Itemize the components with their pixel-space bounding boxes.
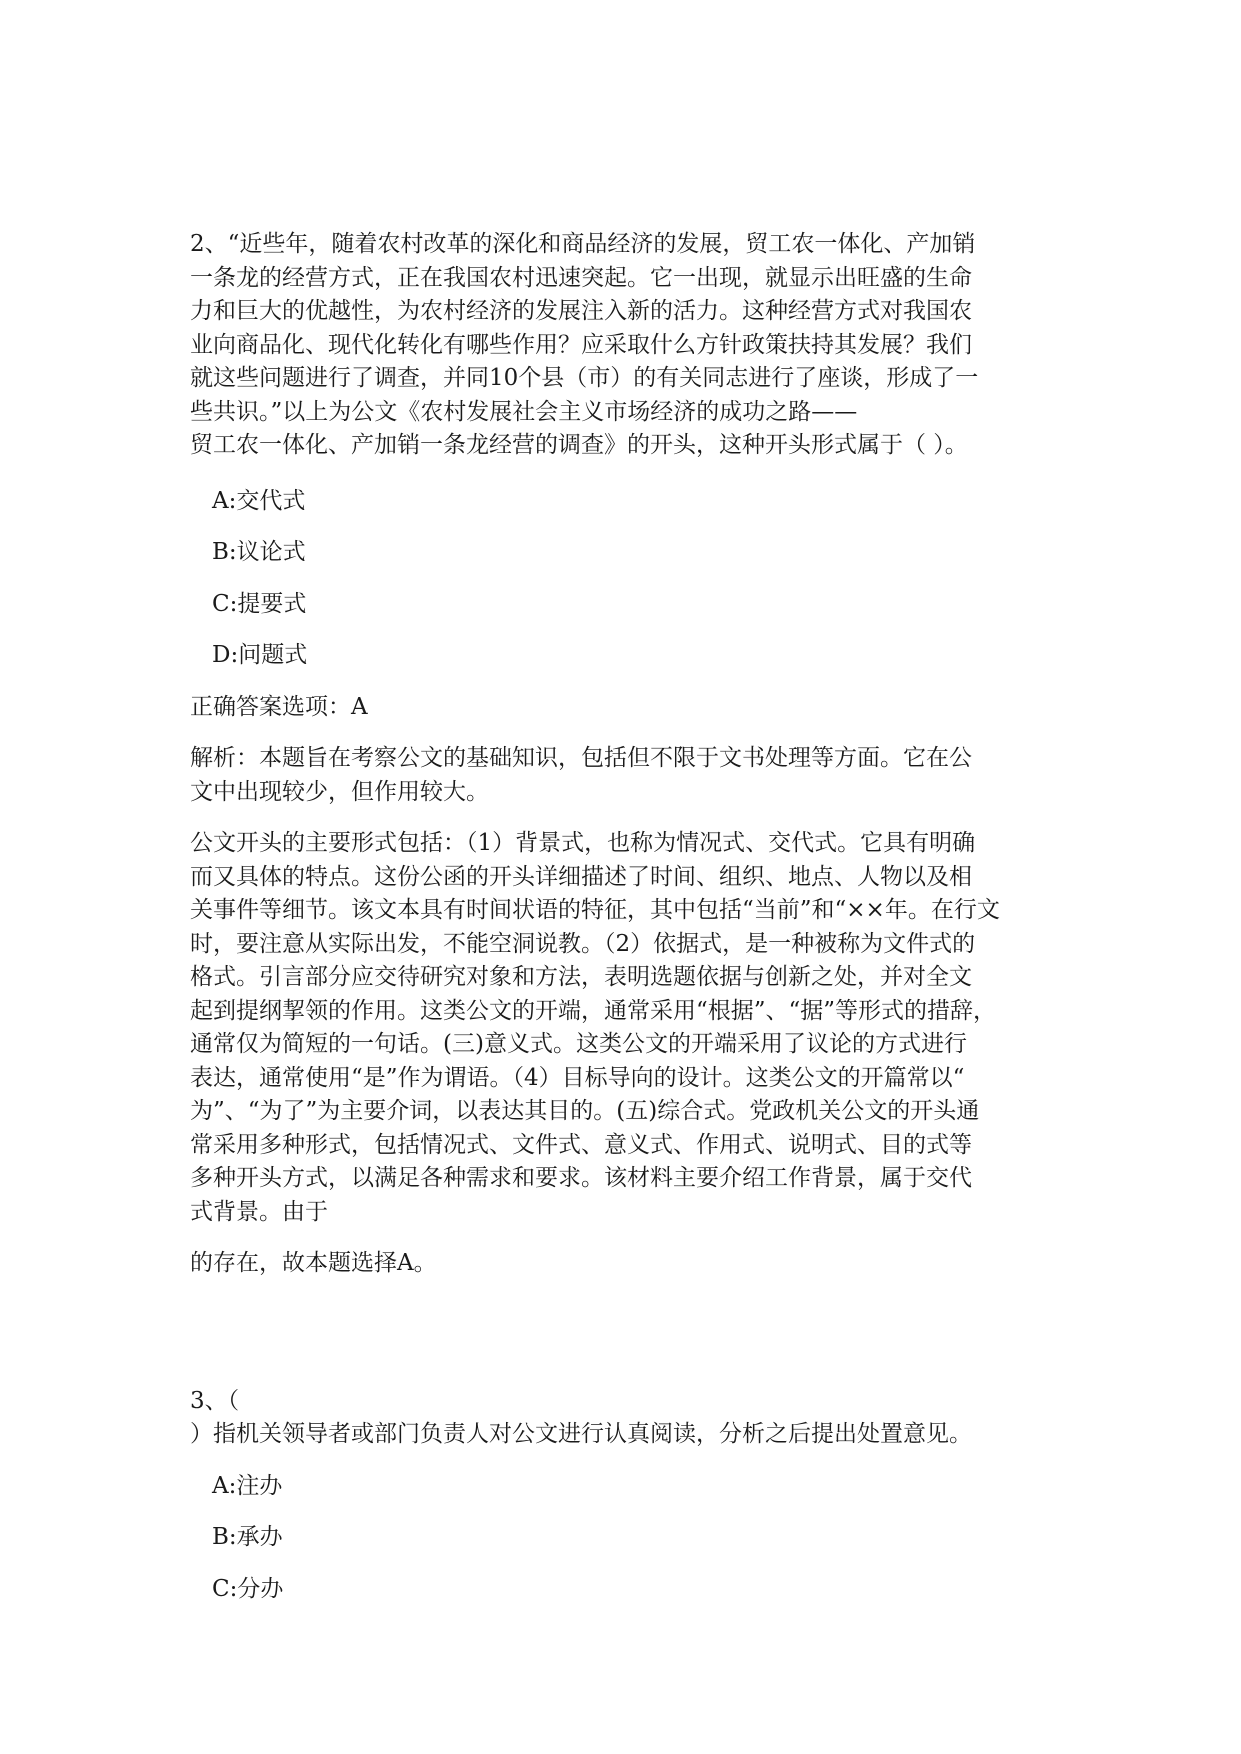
analysis-line: 表达，通常使用“是”作为谓语。（4）目标导向的设计。这类公文的开篇常以“ [190, 1064, 965, 1091]
analysis-conclusion: 的存在，故本题选择A。 [190, 1250, 437, 1276]
question-2-options [190, 485, 1052, 673]
analysis-line: 时，要注意从实际出发，不能空洞说教。（2）依据式，是一种被称为文件式的 [190, 930, 976, 957]
analysis-line: 通常仅为简短的一句话。(三)意义式。这类公文的开端采用了议论的方式进行 [190, 1031, 967, 1057]
analysis-line: 公文开头的主要形式包括：（1）背景式，也称为情况式、交代式。它具有明确 [190, 830, 976, 856]
analysis-line: 关事件等细节。该文本具有时间状语的特征，其中包括“当前”和“××年。在行文 [190, 897, 1000, 923]
option-a [212, 1470, 1052, 1504]
question-2-stem [190, 228, 1052, 463]
option-c [212, 1573, 1052, 1607]
option-label: D: [212, 642, 239, 668]
analysis-line: 多种开头方式，以满足各种需求和要求。该材料主要介绍工作背景，属于交代 [190, 1165, 972, 1191]
document-content [190, 228, 1052, 1606]
analysis-line: 格式。引言部分应交待研究对象和方法，表明选题依据与创新之处，并对全文 [190, 964, 972, 990]
stem-line: 力和巨大的优越性，为农村经济的发展注入新的活力。这种经营方式对我国农 [190, 298, 972, 324]
analysis-line: 而又具体的特点。这份公函的开头详细描述了时间、组织、地点、人物以及相 [190, 863, 972, 890]
stem-line: 3、（ [190, 1387, 240, 1414]
option-text: 承办 [236, 1524, 283, 1550]
stem-line: 业向商品化、现代化转化有哪些作用？应采取什么方针政策扶持其发展？我们 [190, 331, 972, 358]
option-text: 提要式 [237, 590, 307, 617]
question-3-options [190, 1470, 1052, 1607]
analysis-line: 起到提纲挈领的作用。这类公文的开端，通常采用“根据”、“据”等形式的措辞， [190, 997, 997, 1024]
stem-line: 2、“近些年，随着农村改革的深化和商品经济的发展，贸工农一体化、产加销 [190, 231, 976, 257]
analysis-intro [190, 742, 1052, 809]
analysis-line: 为”、“为了”为主要介词，以表达其目的。(五)综合式。党政机关公文的开头通 [190, 1098, 980, 1124]
option-label: A: [212, 1472, 237, 1499]
option-text: 注办 [236, 1472, 283, 1499]
stem-line: ）指机关领导者或部门负责人对公文进行认真阅读，分析之后提出处置意见。 [190, 1421, 972, 1447]
question-3 [190, 1385, 1052, 1607]
stem-line: 就这些问题进行了调查，并同10个县（市）的有关同志进行了座谈，形成了一 [190, 365, 979, 391]
stem-line: 贸工农一体化、产加销一条龙经营的调查》的开头，这种开头形式属于（ ）。 [190, 432, 968, 458]
option-label: C: [212, 1575, 238, 1602]
analysis-line: 文中出现较少，但作用较大。 [190, 778, 489, 805]
option-c [212, 588, 1052, 622]
option-b [212, 536, 1052, 570]
analysis-body [190, 827, 1052, 1229]
option-label: B: [212, 1524, 237, 1550]
analysis-line: 解析：本题旨在考察公文的基础知识，包括但不限于文书处理等方面。它在公 [190, 745, 972, 771]
option-text: 议论式 [236, 539, 306, 565]
option-label: C: [212, 590, 238, 617]
option-b [212, 1521, 1052, 1555]
correct-answer: 正确答案选项：A [190, 693, 368, 720]
option-a [212, 485, 1052, 519]
option-label: A: [212, 487, 237, 514]
question-2 [190, 228, 1052, 1281]
option-text: 分办 [237, 1575, 284, 1602]
option-label: B: [212, 539, 237, 565]
option-text: 交代式 [236, 487, 306, 514]
option-d [212, 639, 1052, 673]
analysis-line: 式背景。由于 [190, 1198, 328, 1225]
question-3-stem [190, 1385, 1052, 1452]
stem-line: 些共识。”以上为公文《农村发展社会主义市场经济的成功之路—— [190, 398, 858, 425]
stem-line: 一条龙的经营方式，正在我国农村迅速突起。它一出现，就显示出旺盛的生命 [190, 264, 972, 291]
option-text: 问题式 [238, 642, 308, 668]
analysis-line: 常采用多种形式，包括情况式、文件式、意义式、作用式、说明式、目的式等 [190, 1131, 972, 1158]
